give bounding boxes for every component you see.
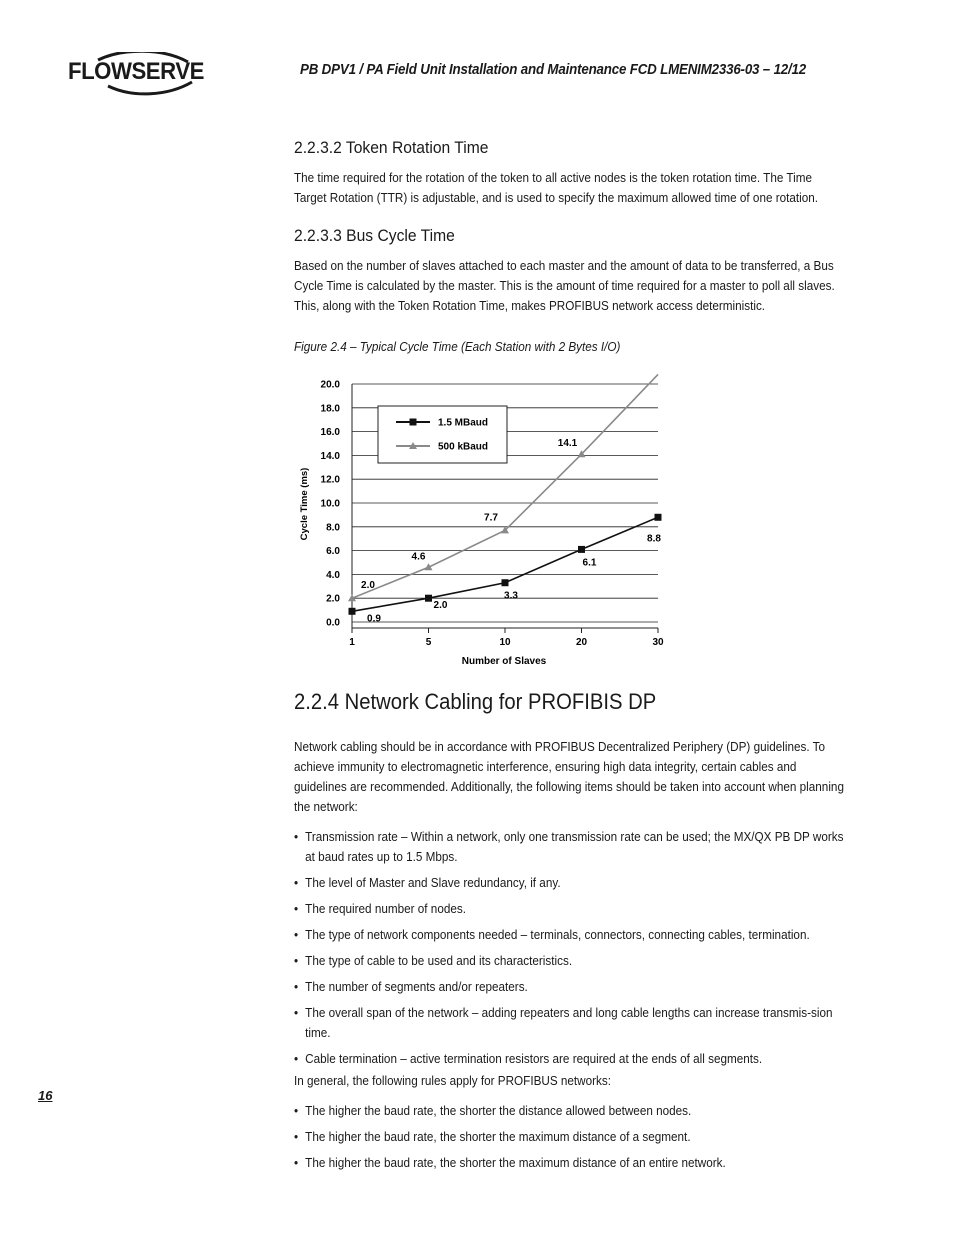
logo-wordmark: FLOWSERVE xyxy=(68,58,205,85)
chart-legend xyxy=(378,406,507,463)
section-network-cabling xyxy=(294,689,846,1179)
legend-box xyxy=(378,406,507,463)
list-item: • The higher the baud rate, the shorter the distance allowed between nodes. xyxy=(294,1101,845,1121)
y-tick-label: 10.0 xyxy=(320,498,340,510)
section-heading: 2.2.3.3 Bus Cycle Time xyxy=(294,226,455,245)
data-label: 2.0 xyxy=(433,600,448,612)
data-point xyxy=(578,546,585,553)
figure-caption: Figure 2.4 – Typical Cycle Time (Each Station with 2 Bytes I/O) xyxy=(294,340,621,354)
cycle-time-chart xyxy=(294,370,674,675)
legend-marker xyxy=(410,419,417,426)
list-item: • Transmission rate – Within a network, only one transmission rate can be used; the MX/QX PB DP works at baud rates up to 1.5 Mbps. xyxy=(294,827,845,867)
data-label: 3.3 xyxy=(504,590,518,602)
y-axis-ticks xyxy=(321,380,341,629)
x-tick-label: 10 xyxy=(499,637,511,648)
y-tick-label: 16.0 xyxy=(320,427,340,439)
data-label: 7.7 xyxy=(484,512,498,524)
list-item: • The type of network components needed – terminals, connectors, connecting cables, termination. xyxy=(294,925,845,945)
data-point xyxy=(502,579,509,586)
data-point xyxy=(425,595,432,602)
section-heading: 2.2.4 Network Cabling for PROFIBIS DP xyxy=(294,689,657,714)
data-label: 8.8 xyxy=(647,533,661,545)
y-tick-label: 14.0 xyxy=(320,450,340,462)
y-tick-label: 2.0 xyxy=(326,593,340,605)
x-tick-label: 1 xyxy=(349,637,355,648)
list-item: • The required number of nodes. xyxy=(294,899,845,919)
x-tick-label: 5 xyxy=(425,637,432,648)
section-intro: Network cabling should be in accordance with PROFIBUS Decentralized Periphery (DP) guidelines. To achieve immunity to electromagnetic interference, ensuring high data integrity, certain cables and guidelines are recommended. Additionally, the following items should be taken into account when planning the network: xyxy=(294,740,844,814)
x-tick-label: 20 xyxy=(575,637,588,648)
page-number: 16 xyxy=(38,1088,53,1103)
list-item: • The higher the baud rate, the shorter the maximum distance of an entire network. xyxy=(294,1153,845,1173)
data-label: 2.0 xyxy=(361,580,375,592)
data-point xyxy=(655,514,662,521)
list-item: • The type of cable to be used and its characteristics. xyxy=(294,951,845,971)
section-bus-cycle xyxy=(294,226,846,316)
y-tick-label: 8.0 xyxy=(326,522,340,534)
rules-bullet-list xyxy=(294,1101,846,1173)
data-label: 4.6 xyxy=(411,551,426,563)
flowserve-logo xyxy=(68,52,208,96)
list-item: • The overall span of the network – adding repeaters and long cable lengths can increase transmis-sion time. xyxy=(294,1003,845,1043)
section-body: Based on the number of slaves attached to each master and the amount of data to be transferred, a Bus Cycle Time is calculated by the master. This is the amount of time required for a master to poll all slaves. This, along with the Token Rotation Time, makes PROFIBUS network access deterministic. xyxy=(294,259,835,313)
list-item: • The higher the baud rate, the shorter the maximum distance of a segment. xyxy=(294,1127,845,1147)
y-tick-label: 4.0 xyxy=(326,569,340,581)
legend-label: 1.5 MBaud xyxy=(438,417,489,429)
list-item: • Cable termination – active termination resistors are required at the ends of all segments. xyxy=(294,1049,845,1069)
x-axis-label: Number of Slaves xyxy=(461,656,547,667)
y-tick-label: 20.0 xyxy=(320,379,340,391)
legend-label: 500 kBaud xyxy=(438,441,489,453)
data-label: 6.1 xyxy=(582,557,597,569)
section-body: The time required for the rotation of the token to all active nodes is the token rotation time. The Time Target Rotation (TTR) is adjustable, and is used to specify the maximum allowed time of one rotation. xyxy=(294,171,819,205)
page-header-title: PB DPV1 / PA Field Unit Installation and Maintenance FCD LMENIM2336-03 – 12/12 xyxy=(300,62,807,78)
list-item: • The level of Master and Slave redundancy, if any. xyxy=(294,873,845,893)
data-label: 14.1 xyxy=(557,438,578,450)
x-tick-label: 30 xyxy=(652,637,664,648)
data-point xyxy=(349,608,356,615)
cabling-bullet-list xyxy=(294,827,846,1069)
x-axis-ticks xyxy=(349,628,664,648)
y-axis-label: Cycle Time (ms) xyxy=(299,467,310,541)
list-item: • The number of segments and/or repeaters. xyxy=(294,977,845,997)
y-tick-label: 18.0 xyxy=(320,403,340,415)
y-tick-label: 0.0 xyxy=(326,617,340,629)
rules-intro: In general, the following rules apply for PROFIBUS networks: xyxy=(294,1074,612,1088)
section-token-rotation xyxy=(294,138,846,208)
section-heading: 2.2.3.2 Token Rotation Time xyxy=(294,138,489,157)
y-tick-label: 12.0 xyxy=(320,474,340,486)
y-tick-label: 6.0 xyxy=(326,546,340,558)
data-label: 0.9 xyxy=(367,613,381,625)
